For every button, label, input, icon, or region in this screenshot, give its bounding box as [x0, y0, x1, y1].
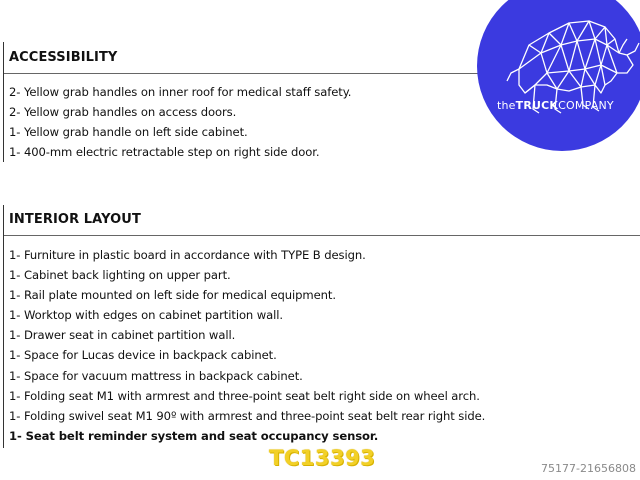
company-name: [497, 99, 640, 112]
bull-icon: [477, 0, 640, 151]
list-item: 1- Space for Lucas device in backpack cabinet.: [9, 348, 277, 363]
company-name-bold: TRUCK: [515, 99, 559, 112]
interior-layout-list: [4, 236, 640, 446]
list-item: 1- Furniture in plastic board in accordance with TYPE B design.: [9, 248, 366, 262]
company-name-suffix: COMPANY: [558, 99, 614, 112]
list-item: 1- Space for vacuum mattress in backpack cabinet.: [9, 368, 303, 383]
list-item: 1- Rail plate mounted on left side for medical equipment.: [9, 288, 336, 303]
list-item: 1- 400-mm electric retractable step on right side door.: [9, 145, 320, 160]
reference-number: TC13393: [269, 446, 376, 470]
list-item: 1- Folding seat M1 with armrest and three-point seat belt right side on wheel arch.: [9, 388, 480, 403]
company-logo: [477, 0, 640, 151]
list-item: 1- Cabinet back lighting on upper part.: [9, 268, 231, 283]
interior-layout-section: [3, 205, 640, 448]
company-name-prefix: the: [497, 99, 516, 112]
accessibility-title: ACCESSIBILITY: [4, 42, 640, 74]
interior-layout-title: INTERIOR LAYOUT: [4, 205, 640, 236]
list-item: 2- Yellow grab handles on inner roof for medical staff safety.: [9, 85, 352, 99]
list-item: 1- Drawer seat in cabinet partition wall.: [9, 328, 236, 343]
list-item: 1- Worktop with edges on cabinet partition wall.: [9, 308, 283, 323]
listing-code: 75177-21656808: [541, 462, 636, 475]
list-item: 1- Folding swivel seat M1 90º with armrest and three-point seat belt rear right side.: [9, 408, 486, 423]
list-item: 2- Yellow grab handles on access doors.: [9, 105, 237, 120]
list-item: 1- Yellow grab handle on left side cabinet.: [9, 125, 248, 140]
list-item: 1- Seat belt reminder system and seat occupancy sensor.: [9, 428, 379, 443]
